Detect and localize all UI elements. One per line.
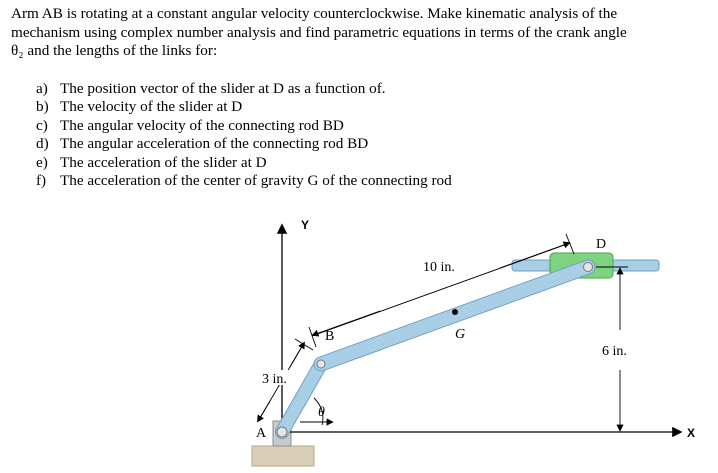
list-text: The acceleration of the center of gravity G of the connecting rod [60,172,452,190]
crank-dim-arrow-top [290,343,304,367]
crank-dim-arrow-bottom [258,401,270,421]
label-g: G [455,327,466,342]
angle-label: θ [318,405,325,420]
pin-d [584,263,593,272]
center-of-gravity [452,309,458,315]
rod-length-label: 10 in. [423,260,455,275]
list-text: The acceleration of the slider at D [60,153,267,171]
ground-block [252,446,314,466]
intro-line-2: mechanism using complex number analysis and find parametric equations in terms of the crank angle [11,23,627,41]
list-marker: a) [36,80,48,97]
list-text: The position vector of the slider at D as a function of. [60,80,386,97]
rod-dim-ext-left [309,327,316,347]
list-marker: b) [36,98,49,116]
intro-line-3: θ₂ and the lengths of the links for: [11,42,218,59]
list-text: The velocity of the slider at D [60,98,243,116]
rod-dim-arrow-left [313,311,380,335]
label-a: A [256,426,267,441]
list-text: The angular velocity of the connecting rod BD [60,116,344,134]
pin-a [277,427,287,437]
list-marker: f) [36,172,47,190]
connecting-rod-fill [321,267,588,364]
list-marker: d) [36,135,49,153]
list-marker: c) [36,116,48,134]
crank-dim-ext [295,339,313,350]
label-b: B [325,329,335,344]
x-axis-label: X [687,426,696,440]
pin-b [317,360,325,368]
y-axis-label: Y [301,218,310,232]
list-marker: e) [36,153,48,171]
list-text: The angular acceleration of the connecting rod BD [60,135,369,153]
intro-line-1: Arm AB is rotating at a constant angular velocity counterclockwise. Make kinematic analysis of the [11,5,618,22]
height-label: 6 in. [602,344,627,359]
label-d: D [596,237,607,252]
crank-length-label: 3 in. [262,372,287,387]
